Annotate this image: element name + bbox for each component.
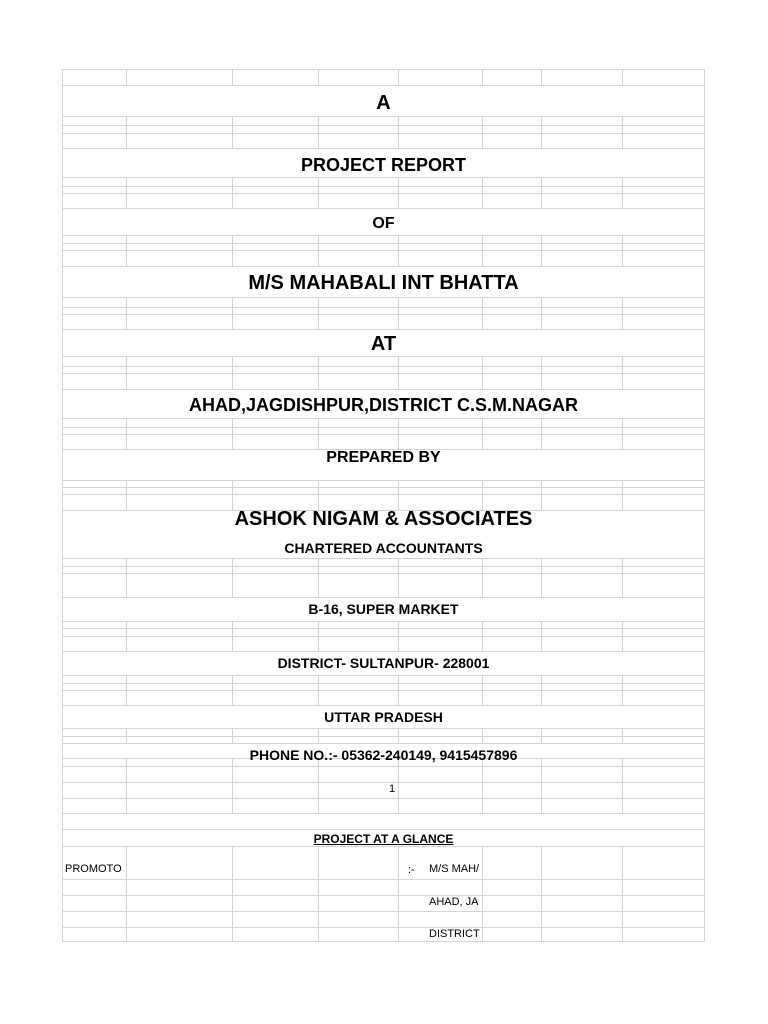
title-of: OF [372,215,395,232]
title-at: AT [370,333,397,355]
address-line2: DISTRICT- SULTANPUR- 228001 [277,655,490,671]
title-firm-name: M/S MAHABALI INT BHATTA [248,272,519,294]
district-value: DISTRICT [429,929,480,940]
promoter-value: M/S MAH/ [429,864,480,875]
promoter-separator: :- [408,864,415,876]
address-line3: UTTAR PRADESH [324,709,443,725]
glance-heading: PROJECT AT A GLANCE [313,832,454,846]
preparer-title: CHARTERED ACCOUNTANTS [284,540,483,556]
promoter-label: PROMOTO [65,864,122,875]
phone-line: PHONE NO.:- 05362-240149, 9415457896 [249,747,518,763]
address-value: AHAD, JA [429,897,479,908]
title-a: A [376,92,391,114]
spreadsheet-page [62,69,705,942]
cell-grid [62,69,705,942]
page-number: 1 [388,783,396,795]
preparer-name: ASHOK NIGAM & ASSOCIATES [234,508,533,530]
title-prepared-by: PREPARED BY [326,449,441,466]
address-line1: B-16, SUPER MARKET [308,601,459,617]
title-project-report: PROJECT REPORT [300,155,467,175]
title-location: AHAD,JAGDISHPUR,DISTRICT C.S.M.NAGAR [188,395,578,415]
